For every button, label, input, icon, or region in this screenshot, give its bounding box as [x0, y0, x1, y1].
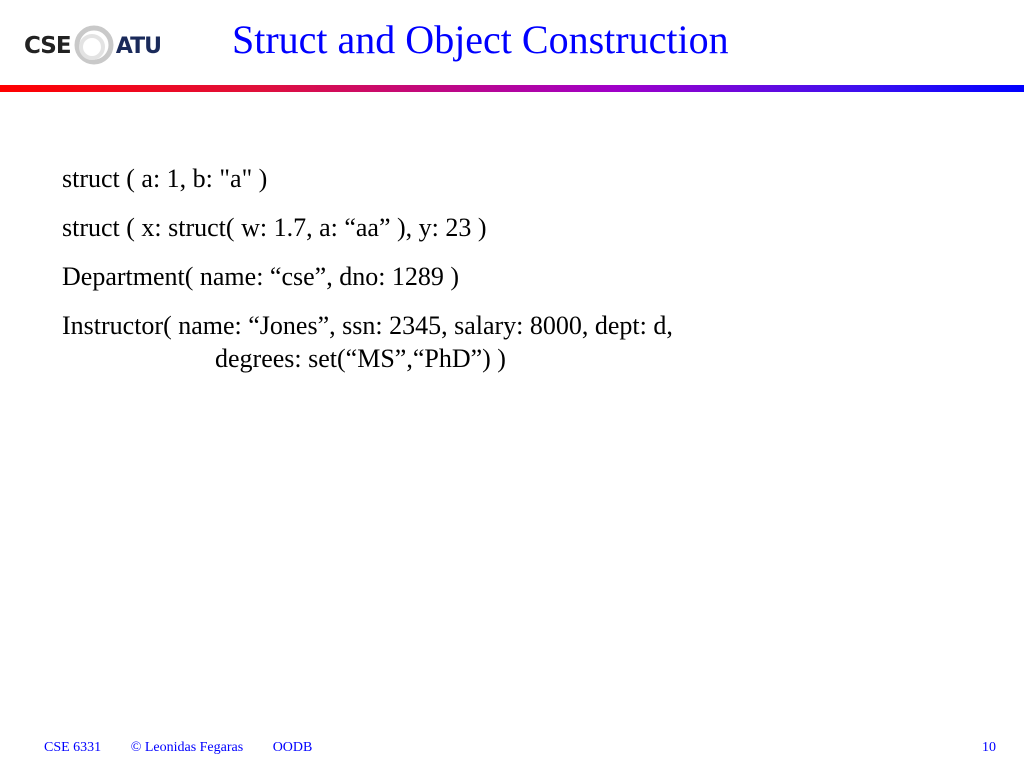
footer-author: © Leonidas Fegaras [130, 740, 244, 755]
svg-text:UTA: UTA [116, 34, 162, 59]
content-line-continuation: degrees: set(“MS”,“PhD”) ) [215, 344, 506, 373]
content-line-text: Instructor( name: “Jones”, ssn: 2345, salary: 8000, dept: d, [62, 311, 673, 340]
page-number: 10 [982, 740, 996, 755]
content-line [62, 160, 1002, 197]
footer-course: CSE 6331 [44, 740, 102, 755]
content-line [62, 258, 1002, 295]
cse-uta-logo-graphic [22, 20, 167, 68]
content-line-text: struct ( x: struct( w: 1.7, a: “aa” ), y: 23 ) [62, 213, 487, 242]
content-line-text: Department( name: “cse”, dno: 1289 ) [62, 262, 460, 291]
slide-footer [44, 740, 338, 756]
title-divider [0, 85, 1024, 92]
slide-title: Struct and Object Construction [232, 17, 729, 62]
cse-uta-logo [22, 20, 167, 68]
svg-text:CSE: CSE [24, 33, 71, 59]
content-line-text: struct ( a: 1, b: "a" ) [62, 164, 268, 193]
footer-topic: OODB [272, 740, 313, 755]
slide-content [62, 160, 1002, 386]
content-line [62, 209, 1002, 246]
content-line [62, 307, 1002, 374]
